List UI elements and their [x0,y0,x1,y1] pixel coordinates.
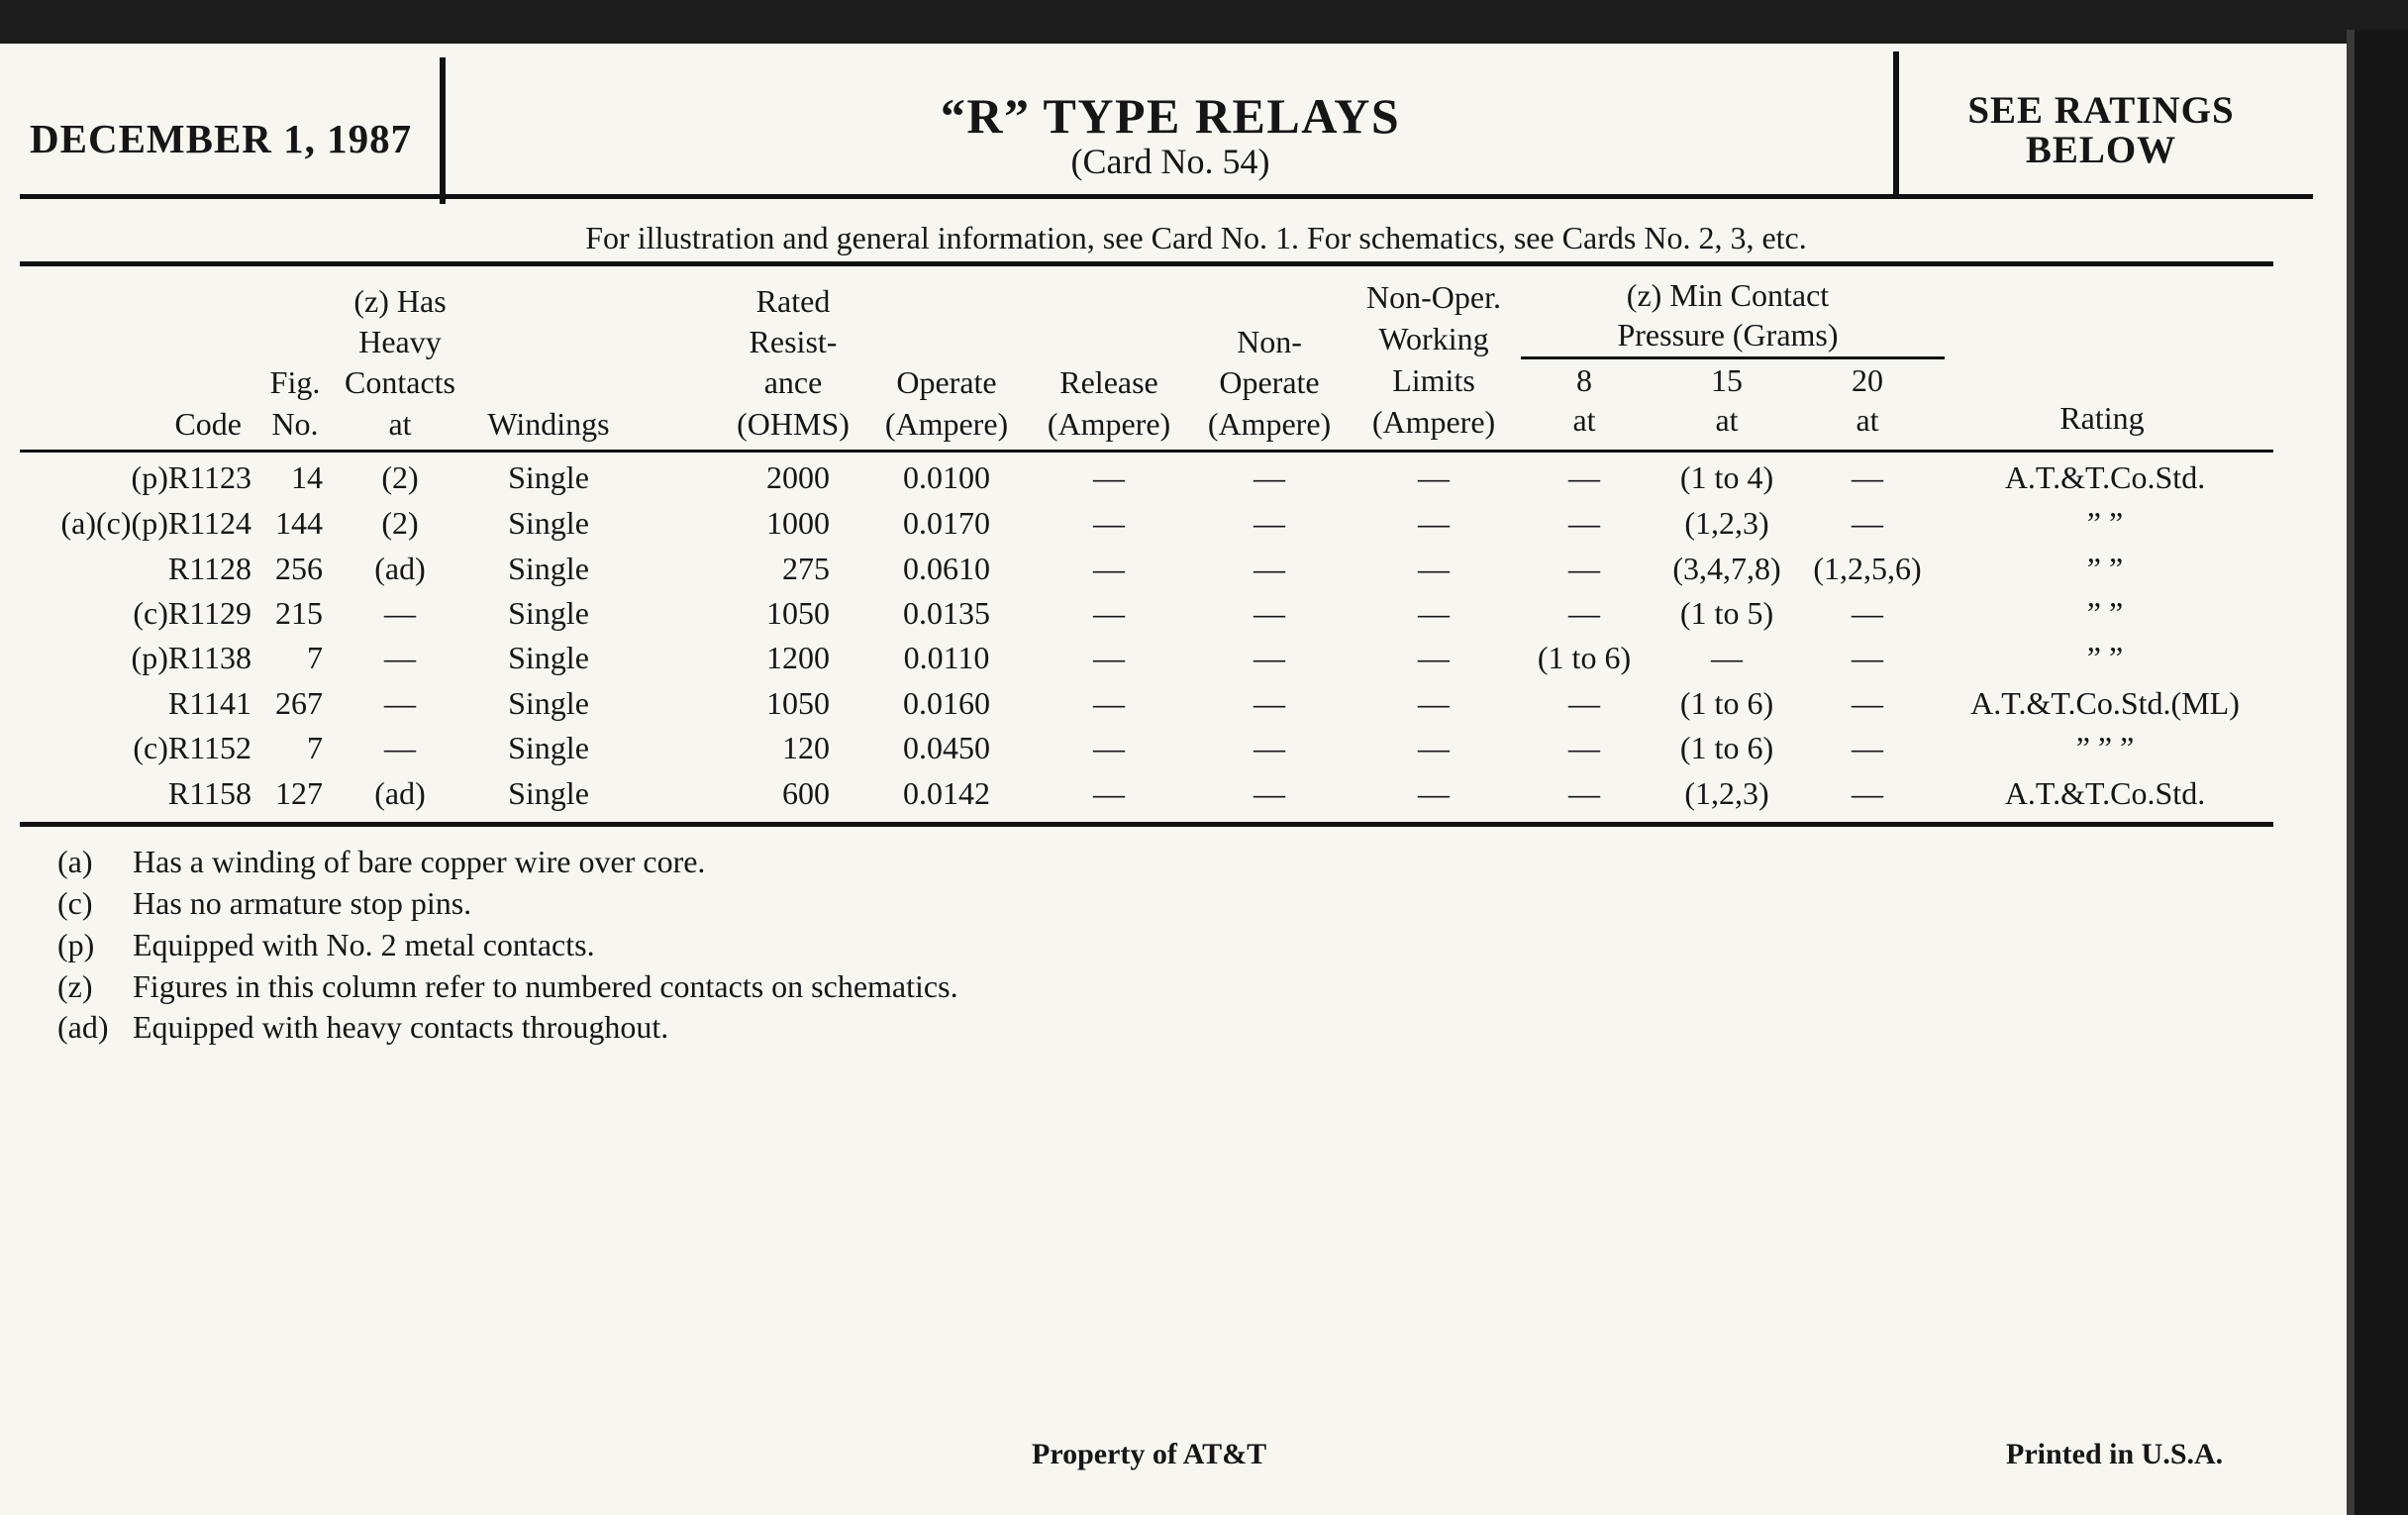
footnote-key: (ad) [57,1009,109,1045]
cell-heavy: — [384,595,416,631]
cell-p15: (1 to 5) [1679,595,1774,631]
footer-printed: Printed in U.S.A. [2006,1438,2224,1470]
cell-nonoperw: — [1418,595,1450,631]
header-nonoperw-line4: (Ampere) [1371,404,1496,440]
cell-p20: — [1852,595,1883,631]
cell-p8: — [1568,551,1600,586]
cell-operate: 0.0450 [903,730,990,765]
cell-windings: Single [508,775,589,811]
cell-nonop: — [1254,595,1285,631]
cell-ohms: 1000 [766,505,830,541]
cell-heavy: (ad) [374,775,426,811]
footnote-key: (z) [57,968,93,1004]
cell-windings: Single [508,459,589,495]
cell-release: — [1093,459,1125,495]
card-date: DECEMBER 1, 1987 [30,116,413,161]
footnote-key: (c) [57,885,93,921]
footnote-text: Figures in this column refer to numbered contacts on schematics. [133,968,958,1004]
info-line: For illustration and general information, see Card No. 1. For schematics, see Cards No. 2, 3, etc. [585,220,1807,255]
cell-windings: Single [508,730,589,765]
header-p20-at: at [1856,402,1879,438]
cell-code: (c)R1129 [133,595,251,631]
see-ratings-line2: BELOW [2025,129,2177,171]
cell-code: (c)R1152 [133,730,251,765]
cell-heavy: (2) [381,505,419,541]
cell-rating: A.T.&T.Co.Std. [2004,775,2206,811]
see-ratings-line1: SEE RATINGS [1967,89,2235,132]
cell-fig: 7 [307,640,323,675]
cell-heavy: (2) [381,459,419,495]
header-nonoperw-line3: Limits [1392,362,1475,398]
cell-ohms: 275 [782,551,830,586]
header-operate-line1: Operate [896,364,997,400]
cell-windings: Single [508,505,589,541]
cell-p15: (1,2,3) [1684,775,1769,811]
header-operate-line2: (Ampere) [884,406,1009,442]
cell-heavy: (ad) [374,551,426,586]
header-fig-line2: No. [271,406,319,442]
cell-fig: 14 [291,459,323,495]
cell-operate: 0.0160 [903,685,990,721]
cell-p15: (1 to 6) [1679,685,1774,721]
header-rated-line4: (OHMS) [737,406,850,442]
cell-rating: ” ” ” [2075,730,2135,765]
cell-windings: Single [508,595,589,631]
scan-top-edge [0,0,2408,44]
cell-p8: — [1568,505,1600,541]
header-heavy-line1: (z) Has [353,283,447,319]
cell-heavy: — [384,685,416,721]
cell-nonoperw: — [1418,775,1450,811]
cell-release: — [1093,505,1125,541]
cell-ohms: 600 [782,775,830,811]
cell-operate: 0.0100 [903,459,990,495]
minpress-subrule [1521,356,1945,359]
cell-windings: Single [508,640,589,675]
cell-operate: 0.0610 [903,551,990,586]
cell-nonoperw: — [1418,551,1450,586]
card-subtitle: (Card No. 54) [1070,142,1270,181]
header-p8: 8 [1576,362,1592,398]
cell-ohms: 1200 [766,640,830,675]
cell-p20: (1,2,5,6) [1813,551,1922,586]
footnote-text: Equipped with No. 2 metal contacts. [133,927,595,962]
header-p15-at: at [1715,402,1739,438]
cell-code: (a)(c)(p)R1124 [60,505,251,541]
header-nonop-line3: (Ampere) [1207,406,1332,442]
header-nonoperw-line2: Working [1378,321,1489,356]
cell-operate: 0.0110 [903,640,990,675]
cell-p8: — [1568,459,1600,495]
cell-code: (p)R1138 [131,640,251,675]
cell-ohms: 120 [782,730,830,765]
header-rating: Rating [2059,400,2145,436]
cell-ohms: 2000 [766,459,830,495]
cell-nonop: — [1254,775,1285,811]
cell-rating: A.T.&T.Co.Std.(ML) [1970,685,2240,721]
header-bottom-line [20,450,2273,453]
cell-p20: — [1852,459,1883,495]
header-heavy-line4: at [388,406,412,442]
header-rated-line1: Rated [755,283,831,319]
header-bottom-rule [20,194,2313,199]
footnote-text: Has no armature stop pins. [133,885,472,921]
cell-heavy: — [384,640,416,675]
cell-windings: Single [508,685,589,721]
cell-rating: ” ” [2086,505,2124,541]
cell-nonop: — [1254,730,1285,765]
header-minpress-line2: Pressure (Grams) [1617,317,1839,353]
header-rated-line2: Resist- [749,324,838,359]
table-top-rule [20,261,2273,266]
cell-p20: — [1852,775,1883,811]
header-release-line2: (Ampere) [1047,406,1171,442]
cell-release: — [1093,775,1125,811]
cell-release: — [1093,730,1125,765]
header-release-line1: Release [1059,364,1158,400]
cell-fig: 7 [307,730,323,765]
header-heavy-line3: Contacts [345,364,455,400]
cell-release: — [1093,595,1125,631]
cell-p15: (1 to 4) [1679,459,1774,495]
cell-operate: 0.0170 [903,505,990,541]
cell-p15: — [1711,640,1743,675]
cell-code: R1158 [167,775,251,811]
cell-p8: — [1568,775,1600,811]
cell-windings: Single [508,551,589,586]
cell-heavy: — [384,730,416,765]
cell-release: — [1093,685,1125,721]
cell-rating: ” ” [2086,595,2124,631]
cell-nonoperw: — [1418,640,1450,675]
cell-fig: 215 [275,595,323,631]
header-divider-left [440,57,446,204]
cell-nonoperw: — [1418,505,1450,541]
header-fig-line1: Fig. [269,364,321,400]
header-minpress-line1: (z) Min Contact [1626,277,1830,313]
cell-p20: — [1852,685,1883,721]
cell-fig: 127 [275,775,323,811]
header-windings: Windings [487,406,610,442]
cell-nonoperw: — [1418,459,1450,495]
footer-property: Property of AT&T [1032,1438,1267,1470]
header-code: Code [174,406,242,442]
cell-fig: 256 [275,551,323,586]
header-nonop-line1: Non- [1237,324,1302,359]
cell-p15: (1 to 6) [1679,730,1774,765]
cell-fig: 267 [275,685,323,721]
header-heavy-line2: Heavy [358,324,442,359]
cell-nonoperw: — [1418,685,1450,721]
card-title: “R” TYPE RELAYS [940,88,1401,144]
cell-nonop: — [1254,640,1285,675]
cell-rating: A.T.&T.Co.Std. [2004,459,2206,495]
footnote-text: Has a winding of bare copper wire over core. [133,844,706,879]
cell-operate: 0.0142 [903,775,990,811]
cell-p20: — [1852,730,1883,765]
cell-nonop: — [1254,505,1285,541]
cell-rating: ” ” [2086,551,2124,586]
see-ratings-note [1903,91,2299,170]
cell-nonop: — [1254,459,1285,495]
cell-code: (p)R1123 [131,459,251,495]
table-bottom-rule [20,822,2273,827]
header-rated-line3: ance [763,364,823,400]
footnote-key: (a) [57,844,93,879]
cell-code: R1141 [167,685,251,721]
cell-nonop: — [1254,551,1285,586]
footnote-key: (p) [57,927,95,962]
header-nonop-line2: Operate [1219,364,1320,400]
cell-p8: (1 to 6) [1537,640,1632,675]
cell-operate: 0.0135 [903,595,990,631]
cell-p8: — [1568,595,1600,631]
header-nonoperw-line1: Non-Oper. [1366,279,1501,315]
header-p15: 15 [1711,362,1743,398]
cell-fig: 144 [275,505,323,541]
header-p20: 20 [1852,362,1883,398]
cell-p15: (3,4,7,8) [1672,551,1781,586]
footnote-text: Equipped with heavy contacts throughout. [133,1009,669,1045]
cell-ohms: 1050 [766,685,830,721]
cell-rating: ” ” [2086,640,2124,675]
cell-ohms: 1050 [766,595,830,631]
cell-release: — [1093,640,1125,675]
cell-nonoperw: — [1418,730,1450,765]
header-p8-at: at [1572,402,1596,438]
cell-p15: (1,2,3) [1684,505,1769,541]
cell-code: R1128 [167,551,251,586]
cell-p8: — [1568,685,1600,721]
cell-release: — [1093,551,1125,586]
cell-p8: — [1568,730,1600,765]
header-divider-right [1893,51,1899,198]
cell-p20: — [1852,505,1883,541]
cell-nonop: — [1254,685,1285,721]
cell-p20: — [1852,640,1883,675]
